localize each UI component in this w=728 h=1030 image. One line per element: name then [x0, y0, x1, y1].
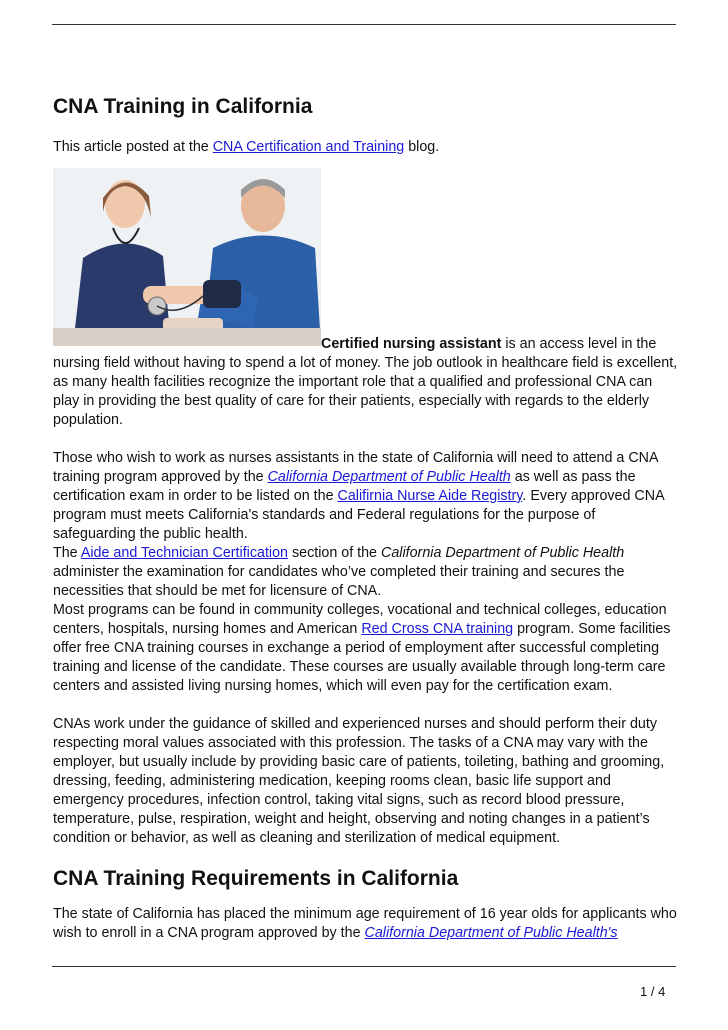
paragraph-3: [53, 544, 679, 601]
paragraph-4: [53, 601, 679, 696]
paragraph-2-text-a: Those who wish to work as nurses assistants in the state of California will need to attend a CNA training program approved by the: [53, 450, 658, 485]
nurse-measuring-blood-pressure-photo-icon: [53, 168, 321, 346]
paragraph-3-text-a: The: [53, 545, 81, 561]
page-title: CNA Training in California: [53, 95, 313, 118]
section-heading: CNA Training Requirements in California: [53, 867, 459, 890]
footer-rule: [52, 966, 676, 967]
aide-technician-certification-link[interactable]: Aide and Technician Certification: [80, 545, 288, 561]
nurse-photo: [53, 168, 321, 346]
paragraph-2-text-c: . Every approved CNA program must meets California's standards and Federal regulations for the purpose of safeguarding the public health.: [53, 488, 664, 542]
paragraph-2: [53, 449, 679, 544]
paragraph-4-text-a: Most programs can be found in community colleges, vocational and technical colleges, education centers, hospitals, nursing homes and American: [53, 602, 667, 637]
paragraph-2-text-b: as well as pass the certification exam in order to be listed on the: [53, 469, 636, 504]
red-cross-training-link[interactable]: Red Cross CNA training: [361, 621, 514, 637]
paragraph-1-text: is an access level in the nursing field without having to spend a lot of money. The job outlook in healthcare field is excellent, as many health facilities recognize the important role that a qualified and professional CNA can play in providing the best quality of care for their patients, especially with regards to the elderly population.: [53, 336, 678, 428]
paragraph-1: [53, 335, 679, 430]
header-rule: [52, 24, 676, 25]
paragraph-3-text-c: administer the examination for candidates who’ve completed their training and secures the necessities that should be met for licensure of CNA.: [53, 564, 625, 599]
intro-line: [53, 138, 679, 157]
paragraph-6-text: The state of California has placed the minimum age requirement of 16 year olds for applicants who wish to enroll in a CNA program approved by the: [53, 906, 677, 941]
blog-link[interactable]: CNA Certification and Training: [212, 139, 405, 155]
nurse-aide-registry-link[interactable]: Califirnia Nurse Aide Registry: [337, 488, 523, 504]
article: [53, 94, 679, 943]
paragraph-5: CNAs work under the guidance of skilled and experienced nurses and should perform their duty respecting moral values associated with this profession. The tasks of a CNA may vary with the employer, but usually include by providing basic care of patients, toileting, bathing and grooming, dressing, feeding, administering medication, keeping rooms clean, basic life support and emergency procedures, infection control, taking vital signs, such as record blood pressure, temperature, pulse, respiration, weight and height, observing and noting changes in a patient’s condition or behavior, as well as cleaning and sterilization of medical equipment.: [53, 716, 665, 846]
paragraph-3-text-b: section of the: [288, 545, 381, 561]
page-number: 1 / 4: [640, 984, 666, 999]
paragraph-6: [53, 905, 679, 943]
cdph-link-2[interactable]: California Department of Public Health's: [364, 925, 618, 941]
intro-prefix: This article posted at the: [53, 139, 213, 155]
cna-term: Certified nursing assistant: [321, 336, 502, 352]
cdph-link[interactable]: California Department of Public Health: [267, 469, 511, 485]
intro-suffix: blog.: [404, 139, 440, 155]
paragraph-4-text-b: program. Some facilities offer free CNA training courses in exchange a period of employment after successful completing training and license of the candidate. These courses are usually available through long-term care centers and assisted living nursing homes, which will even pay for the certification exam.: [53, 621, 671, 694]
cdph-italic: California Department of Public Health: [381, 545, 625, 561]
